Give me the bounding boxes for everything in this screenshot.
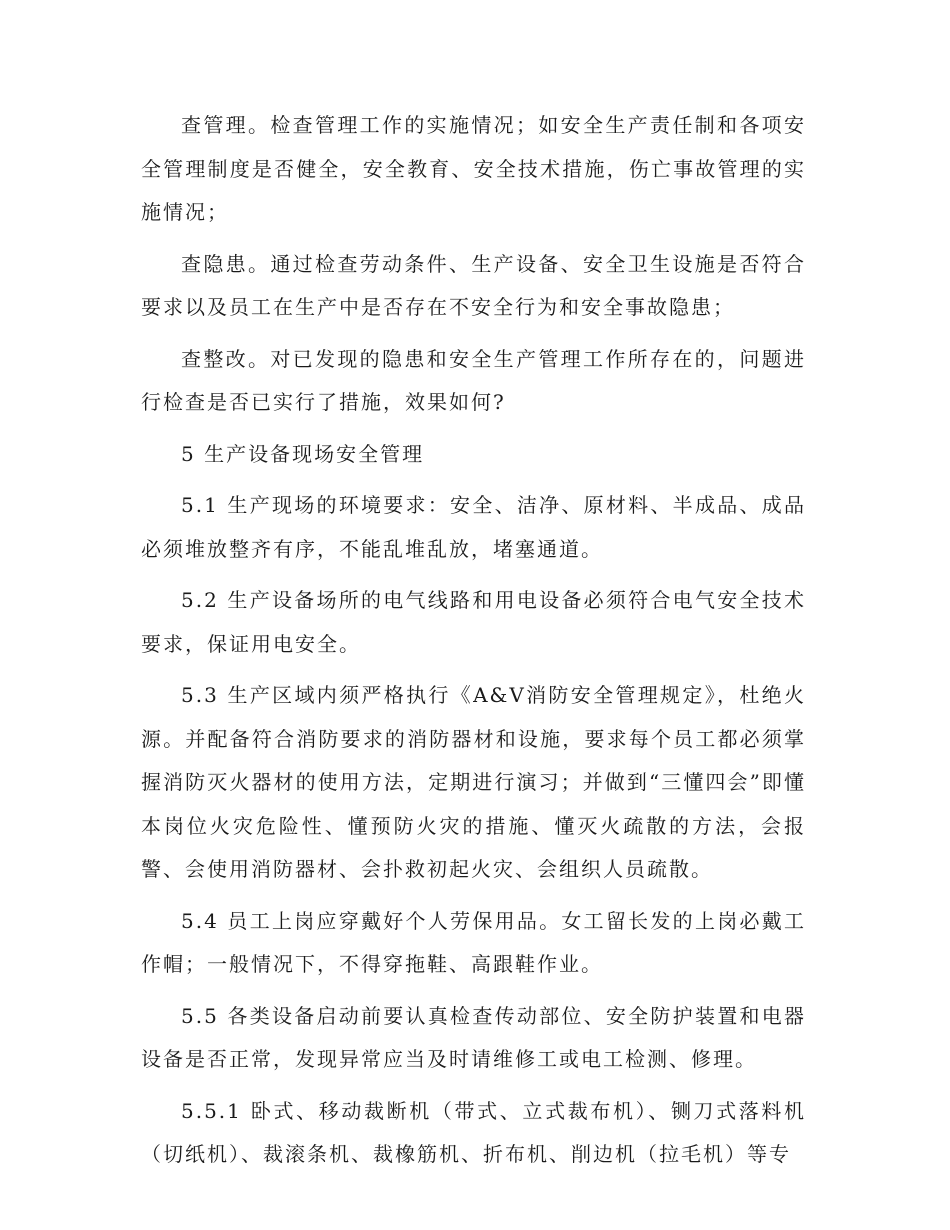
paragraph-5-1: 5.1 生产现场的环境要求：安全、洁净、原材料、半成品、成品必须堆放整齐有序，不能乱堆乱放，堵塞通道。 bbox=[141, 493, 806, 561]
paragraph-inspect-hazards: 查隐患。通过检查劳动条件、生产设备、安全卫生设施是否符合要求以及员工在生产中是否存在不安全行为和安全事故隐患； bbox=[141, 251, 806, 319]
paragraph-5-2: 5.2 生产设备场所的电气线路和用电设备必须符合电气安全技术要求，保证用电安全。 bbox=[141, 588, 806, 656]
paragraph-5-5-1: 5.5.1 卧式、移动裁断机（带式、立式裁布机）、铡刀式落料机（切纸机）、裁滚条机、裁橡筋机、折布机、削边机（拉毛机）等专 bbox=[141, 1098, 806, 1166]
paragraph-5-4: 5.4 员工上岗应穿戴好个人劳保用品。女工留长发的上岗必戴工作帽；一般情况下，不得穿拖鞋、高跟鞋作业。 bbox=[141, 908, 806, 976]
document-body bbox=[141, 104, 806, 1185]
paragraph-inspect-management: 查管理。检查管理工作的实施情况；如安全生产责任制和各项安全管理制度是否健全，安全教育、安全技术措施，伤亡事故管理的实施情况； bbox=[141, 113, 806, 224]
paragraph-5-3: 5.3 生产区域内须严格执行《A&V消防安全管理规定》，杜绝火源。并配备符合消防要求的消防器材和设施，要求每个员工都必须掌握消防灭火器材的使用方法，定期进行演习；并做到“三懂四会”即懂本岗位火灾危险性、懂预防火灾的措施、懂灭火疏散的方法，会报警、会使用消防器材、会扑救初起火灾、会组织人员疏散。 bbox=[141, 683, 806, 881]
section-heading-5: 5 生产设备现场安全管理 bbox=[181, 441, 425, 466]
paragraph-5-5: 5.5 各类设备启动前要认真检查传动部位、安全防护装置和电器设备是否正常，发现异常应当及时请维修工或电工检测、修理。 bbox=[141, 1003, 806, 1071]
paragraph-inspect-rectification: 查整改。对已发现的隐患和安全生产管理工作所存在的，问题进行检查是否已实行了措施，效果如何? bbox=[141, 346, 806, 414]
